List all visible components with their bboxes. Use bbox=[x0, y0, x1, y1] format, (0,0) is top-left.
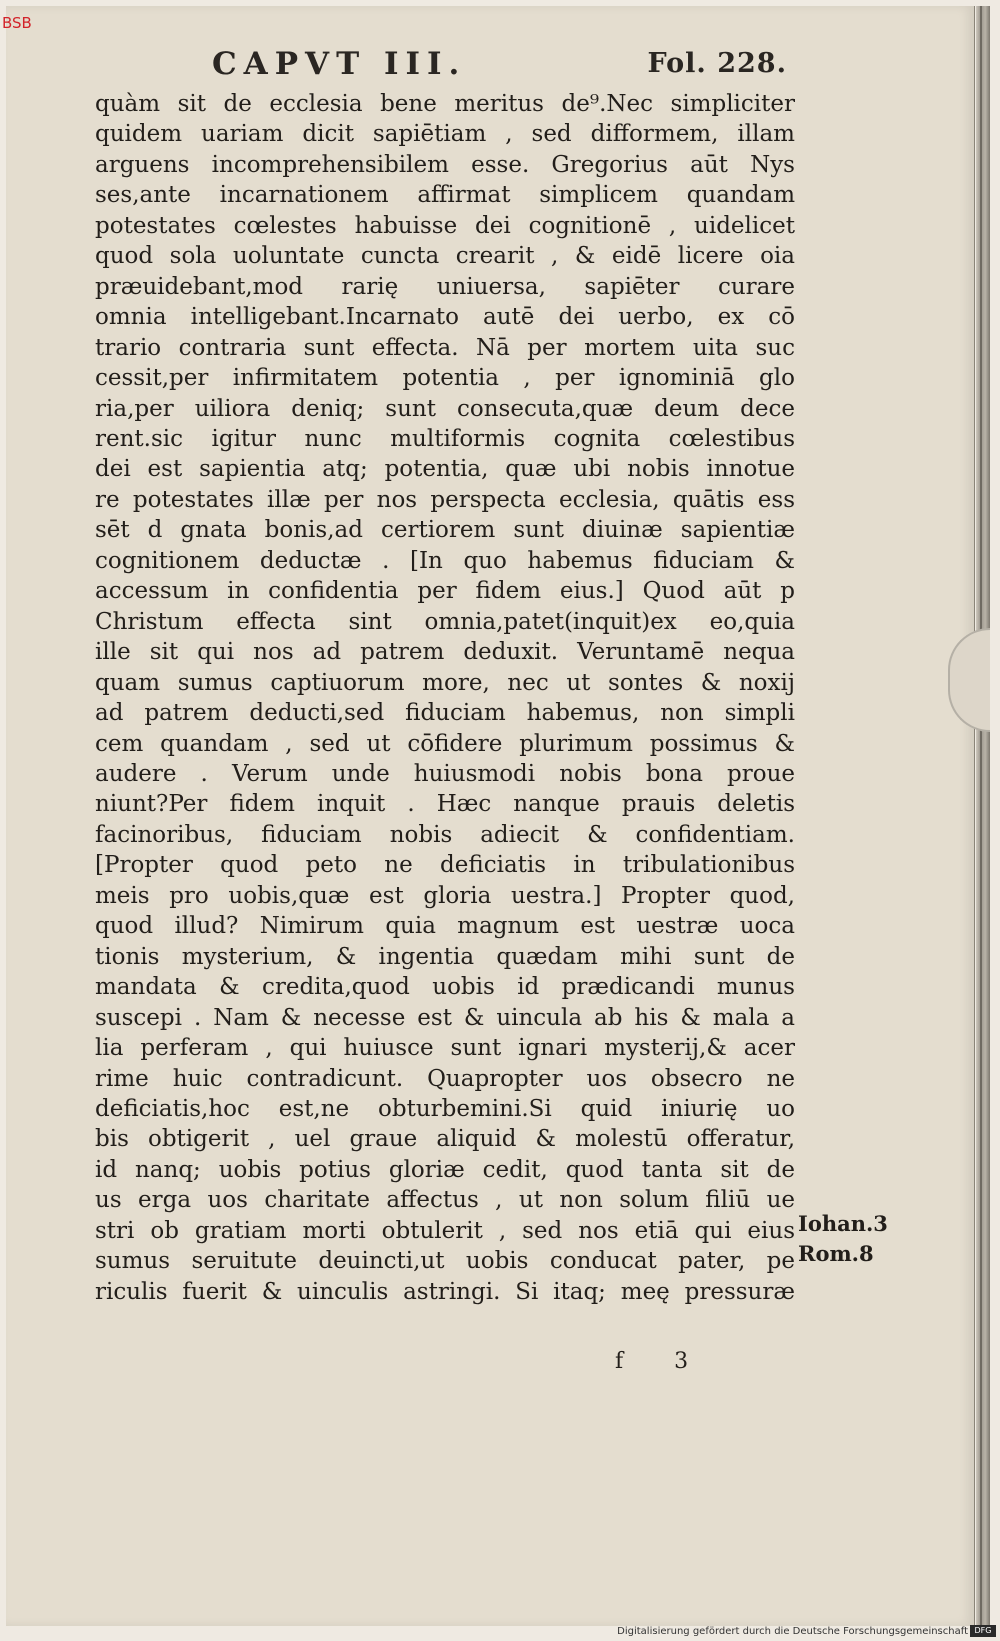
text-line: us erga uos charitate affectus , ut non solum filiū ue bbox=[95, 1187, 795, 1214]
text-line: ria,per uiliora deniq; sunt consecuta,quæ deum dece bbox=[95, 395, 795, 422]
text-line: omnia intelligebant.Incarnato autē dei uerbo, ex cō bbox=[95, 304, 795, 331]
text-line: facinoribus, fiduciam nobis adiecit & confidentiam. bbox=[95, 821, 795, 848]
text-line: re potestates illæ per nos perspecta ecclesia, quātis ess bbox=[95, 486, 795, 513]
text-line: Christum effecta sint omnia,patet(inquit)ex eo,quia bbox=[95, 608, 795, 635]
text-line: accessum in confidentia per fidem eius.] Quod aūt p bbox=[95, 578, 795, 605]
body-text bbox=[95, 89, 795, 1307]
text-line: præuidebant,mod rarię uniuersa, sapiēter curare bbox=[95, 273, 795, 300]
running-title: CAPVT III. bbox=[212, 46, 467, 82]
text-line: mandata & credita,quod uobis id prædicandi munus bbox=[95, 974, 795, 1001]
text-line: trario contraria sunt effecta. Nā per mortem uita suc bbox=[95, 334, 795, 361]
text-line: deficiatis,hoc est,ne obturbemini.Si quid iniurię uo bbox=[95, 1095, 795, 1122]
text-line: quidem uariam dicit sapiētiam , sed difformem, illam bbox=[95, 121, 795, 148]
text-line: sumus seruitute deuincti,ut uobis conducat pater, pe bbox=[95, 1248, 795, 1275]
library-mark: BSB bbox=[2, 14, 32, 32]
text-line: cognitionem deductæ . [In quo habemus fiduciam & bbox=[95, 547, 795, 574]
text-line: tionis mysterium, & ingentia quædam mihi sunt de bbox=[95, 943, 795, 970]
dfg-logo: DFG bbox=[970, 1625, 996, 1637]
text-line: sēt d gnata bonis,ad certiorem sunt diuinæ sapientiæ bbox=[95, 517, 795, 544]
text-line: arguens incomprehensibilem esse. Gregorius aūt Nys bbox=[95, 151, 795, 178]
signature-mark: f 3 bbox=[615, 1349, 711, 1374]
text-line: cem quandam , sed ut cōfidere plurimum possimus & bbox=[95, 730, 795, 757]
text-line: rent.sic igitur nunc multiformis cognita cœlestibus bbox=[95, 425, 795, 452]
digitization-credit: Digitalisierung gefördert durch die Deutsche Forschungsgemeinschaft bbox=[617, 1626, 968, 1637]
text-line: suscepi . Nam & necesse est & uincula ab his & mala a bbox=[95, 1004, 795, 1031]
text-line: meis pro uobis,quæ est gloria uestra.] Propter quod, bbox=[95, 882, 795, 909]
text-line: rime huic contradicunt. Quapropter uos obsecro ne bbox=[95, 1065, 795, 1092]
text-line: dei est sapientia atq; potentia, quæ ubi nobis innotue bbox=[95, 456, 795, 483]
text-line: id nanq; uobis potius gloriæ cedit, quod tanta sit de bbox=[95, 1156, 795, 1183]
text-line: cessit,per infirmitatem potentia , per ignominiā glo bbox=[95, 365, 795, 392]
text-line: riculis fuerit & uinculis astringi. Si itaq; meę pressuræ bbox=[95, 1278, 795, 1305]
text-line: ille sit qui nos ad patrem deduxit. Veruntamē nequa bbox=[95, 639, 795, 666]
text-line: ad patrem deducti,sed fiduciam habemus, non simpli bbox=[95, 700, 795, 727]
text-line: quam sumus captiuorum more, nec ut sontes & noxij bbox=[95, 669, 795, 696]
text-line: quod illud? Nimirum quia magnum est uestræ uoca bbox=[95, 913, 795, 940]
page-header bbox=[212, 46, 787, 88]
text-line: bis obtigerit , uel graue aliquid & molestū offeratur, bbox=[95, 1126, 795, 1153]
margin-note: Rom.8 bbox=[798, 1241, 874, 1267]
text-line: stri ob gratiam morti obtulerit , sed nos etiā qui eius bbox=[95, 1217, 795, 1244]
text-line: quod sola uoluntate cuncta crearit , & eidē licere oia bbox=[95, 243, 795, 270]
page-edge bbox=[976, 6, 990, 1626]
text-line: quàm sit de ecclesia bene meritus de⁹.Nec simpliciter bbox=[95, 91, 795, 117]
text-line: lia perferam , qui huiusce sunt ignari mysterij,& acer bbox=[95, 1035, 795, 1062]
text-line: niunt?Per fidem inquit . Hæc nanque prauis deletis bbox=[95, 791, 795, 818]
text-line: audere . Verum unde huiusmodi nobis bona proue bbox=[95, 760, 795, 787]
folio-number: Fol. 228. bbox=[647, 48, 787, 79]
text-line: ses,ante incarnationem affirmat simplicem quandam bbox=[95, 182, 795, 209]
margin-note: Iohan.3 bbox=[798, 1211, 888, 1236]
margin-notes bbox=[798, 1209, 888, 1270]
text-line: [Propter quod peto ne deficiatis in tribulationibus bbox=[95, 852, 795, 879]
text-line: potestates cœlestes habuisse dei cognitionē , uidelicet bbox=[95, 212, 795, 239]
